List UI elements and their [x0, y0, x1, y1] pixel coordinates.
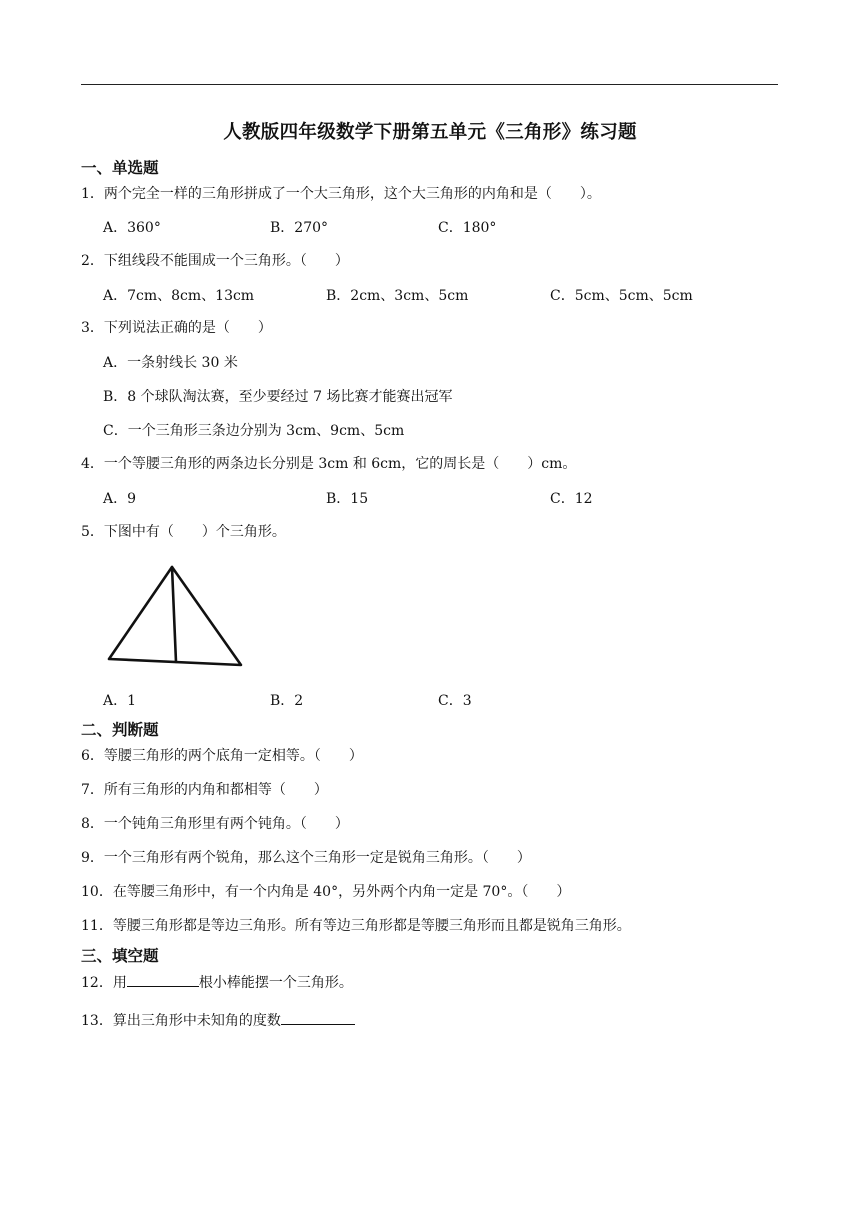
q4-option-c: C．12 [550, 491, 593, 507]
page-title: 人教版四年级数学下册第五单元《三角形》练习题 [223, 122, 637, 143]
question-12 [81, 972, 353, 993]
question-8: 8．一个钝角三角形里有两个钝角。（ ） [81, 816, 349, 832]
q2-option-b: B．2cm、3cm、5cm [326, 288, 469, 304]
question-4: 4．一个等腰三角形的两条边长分别是 3cm 和 6cm，它的周长是（ ）cm。 [81, 456, 577, 472]
answer-blank-12[interactable] [127, 972, 199, 987]
answer-blank-13[interactable] [281, 1010, 355, 1025]
q1-option-a: A．360° [103, 220, 161, 236]
question-7: 7．所有三角形的内角和都相等（ ） [81, 782, 328, 798]
q3-option-b: B．8 个球队淘汰赛，至少要经过 7 场比赛才能赛出冠军 [103, 389, 453, 405]
question-12-suffix: 根小棒能摆一个三角形。 [198, 975, 353, 991]
section-heading-fill-blank: 三、填空题 [81, 947, 159, 965]
question-12-prefix: 12．用 [81, 975, 127, 991]
question-1: 1．两个完全一样的三角形拼成了一个大三角形，这个大三角形的内角和是（ ）。 [81, 186, 601, 202]
question-3: 3．下列说法正确的是（ ） [81, 320, 272, 336]
q5-option-c: C．3 [438, 693, 472, 709]
q3-option-c: C．一个三角形三条边分别为 3cm、9cm、5cm [103, 423, 405, 439]
question-6: 6．等腰三角形的两个底角一定相等。（ ） [81, 748, 363, 764]
section-heading-true-false: 二、判断题 [81, 721, 159, 739]
question-2: 2．下组线段不能围成一个三角形。（ ） [81, 253, 349, 269]
q4-option-b: B．15 [326, 491, 369, 507]
question-13-prefix: 13．算出三角形中未知角的度数 [81, 1013, 281, 1029]
q5-option-a: A．1 [103, 693, 137, 709]
q4-option-a: A．9 [103, 491, 137, 507]
q2-option-a: A．7cm、8cm、13cm [103, 288, 255, 304]
question-9: 9．一个三角形有两个锐角，那么这个三角形一定是锐角三角形。（ ） [81, 850, 531, 866]
question-11: 11．等腰三角形都是等边三角形。所有等边三角形都是等腰三角形而且都是锐角三角形。 [81, 918, 631, 934]
median-line [172, 567, 176, 662]
question-13 [81, 1010, 355, 1031]
question-5: 5．下图中有（ ）个三角形。 [81, 524, 286, 540]
q3-option-a: A．一条射线长 30 米 [103, 355, 238, 371]
q1-option-b: B．270° [270, 220, 329, 236]
q5-option-b: B．2 [270, 693, 304, 709]
section-heading-single-choice: 一、单选题 [81, 159, 159, 177]
question-10: 10．在等腰三角形中，有一个内角是 40°，另外两个内角一定是 70°。（ ） [81, 884, 571, 900]
header-rule [81, 84, 778, 85]
triangle-figure [104, 562, 246, 670]
q2-option-c: C．5cm、5cm、5cm [550, 288, 693, 304]
q1-option-c: C．180° [438, 220, 497, 236]
